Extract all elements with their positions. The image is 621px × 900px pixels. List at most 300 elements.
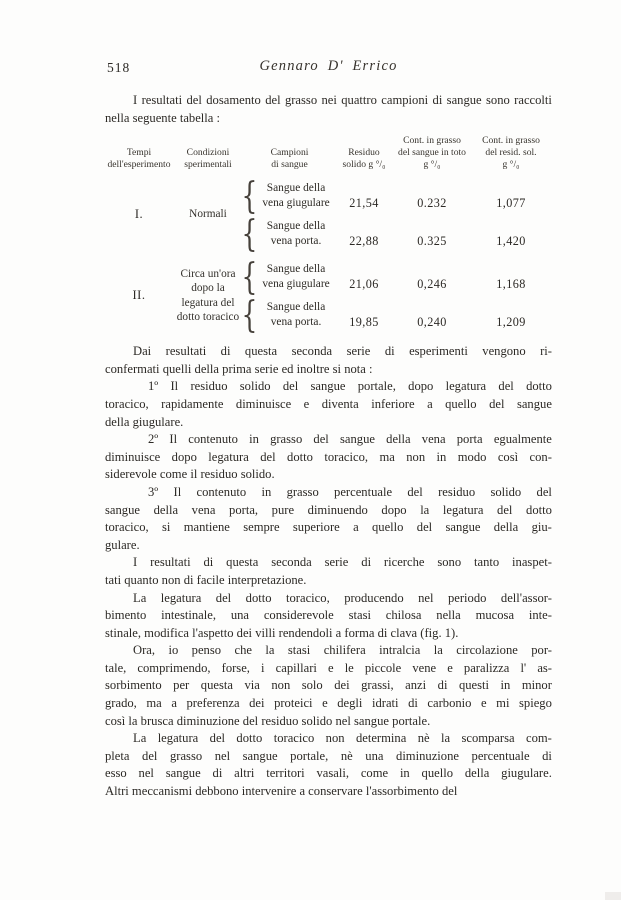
word: percentuale [334, 484, 393, 499]
word: dotto [526, 379, 552, 394]
word: spiego [519, 696, 552, 711]
text-line: nella seguente tabella : [105, 110, 221, 125]
word: percentuale [471, 748, 530, 763]
residuo-value: 22,88 [349, 233, 379, 248]
text-line [105, 765, 552, 783]
word: serie [324, 555, 349, 570]
word: questa [244, 344, 278, 359]
sample-name-line: Sangue della [266, 263, 326, 276]
word: tale, [105, 660, 127, 675]
paragraph [105, 343, 552, 378]
text-line [105, 660, 552, 678]
paragraph [105, 431, 552, 484]
word: nei [321, 93, 337, 107]
text-line: siderevole come il residuo solido. [105, 467, 275, 482]
word: giu- [531, 520, 552, 535]
word: degli [337, 696, 363, 711]
word: sono [437, 555, 462, 570]
word: come [360, 766, 389, 781]
table-body [105, 174, 553, 336]
grasso-resid-value: 1,209 [496, 314, 526, 329]
word: comprimendo, [137, 660, 211, 675]
page-number: 518 [107, 60, 131, 75]
sample-name-line: vena giugulare [262, 196, 330, 209]
word: via [244, 678, 260, 693]
header-line: g °/₀ [423, 159, 441, 171]
grasso-toto-value: 0.325 [417, 233, 447, 248]
text-line: stinale, modifica l'aspetto dei villi rendendoli a forma di clava (fig. 1). [105, 625, 459, 640]
word: questi [458, 678, 490, 693]
text-line [105, 519, 552, 537]
text-line [105, 92, 552, 110]
word: sangue [445, 520, 481, 535]
word: sangue [339, 432, 375, 447]
word: mantiene [183, 520, 230, 535]
brace-icon [241, 293, 258, 336]
word: ricerche [383, 555, 425, 570]
word: chilifera [323, 643, 366, 658]
word: dei [334, 678, 350, 693]
word: porta [456, 432, 483, 447]
condition-line: dotto toracico [176, 311, 240, 324]
sample-name-line: vena porta. [270, 234, 322, 247]
word: toracico, [324, 449, 369, 464]
word: dopo [171, 449, 197, 464]
word: I [133, 93, 138, 107]
sample-name-line: Sangue della [266, 182, 326, 195]
word: quello [371, 520, 404, 535]
word: grado, [105, 696, 137, 711]
brace-icon [241, 255, 258, 298]
word: legatura [445, 379, 487, 394]
word: la [433, 643, 443, 658]
word: ma [146, 696, 162, 711]
word: quello [421, 766, 454, 781]
text-line [105, 554, 552, 572]
word: di [432, 93, 443, 107]
sample-name [256, 181, 336, 210]
samples-cell [241, 255, 553, 336]
word: del [265, 93, 281, 107]
sample-name [256, 219, 336, 248]
word: minor [521, 678, 552, 693]
word: bimento [105, 608, 147, 623]
text-line [105, 343, 552, 361]
word: solo [301, 678, 323, 693]
word: anzi [405, 678, 427, 693]
word: a [171, 696, 177, 711]
word: del [416, 520, 433, 535]
word: intestinale, [161, 608, 217, 623]
word: vena [191, 502, 216, 517]
word: questa [200, 678, 233, 693]
word: e [328, 660, 334, 675]
header-line: Campioni [270, 147, 309, 159]
word: sangue [516, 396, 552, 411]
scan-edge-artifact [605, 892, 621, 900]
word: del [407, 484, 423, 499]
table-group [105, 174, 553, 255]
word: 1º [148, 379, 159, 394]
word: a [353, 520, 359, 535]
word: territori [266, 766, 305, 781]
word: La [133, 731, 147, 746]
word: dopo [408, 379, 434, 394]
text-line [105, 748, 552, 766]
word: di [203, 555, 214, 570]
brace-glyph: { [241, 212, 258, 255]
header-line: solido g °/₀ [342, 159, 386, 171]
word: Il [169, 432, 178, 447]
column-header-campioni [243, 147, 336, 171]
condition-line: Normali [189, 208, 227, 221]
grasso-resid-value: 1,420 [496, 233, 526, 248]
word: non [271, 678, 291, 693]
grasso-toto-value: 0,240 [417, 314, 447, 329]
word: pleta [105, 748, 130, 763]
tempo-cell: I. [134, 207, 144, 222]
word: raccolti [514, 93, 552, 107]
word: toracico, [105, 520, 149, 535]
text-line [105, 484, 552, 502]
header-line: g °/₀ [502, 159, 520, 171]
text-line: così la brusca diminuzione del residuo solido nel sangue portale. [105, 713, 431, 728]
samples-cell [241, 174, 553, 255]
condition-line: legatura del [181, 296, 235, 309]
word: sorbimento [105, 678, 162, 693]
word: dopo [381, 502, 407, 517]
word: non [325, 731, 345, 746]
word: di [542, 748, 552, 763]
word: I [133, 555, 138, 570]
brace-icon [241, 212, 258, 255]
word: del [498, 379, 514, 394]
table-header-row [105, 135, 553, 171]
word: legatura [442, 502, 484, 517]
word: dotto [287, 449, 313, 464]
word: esso [105, 766, 127, 781]
paragraph [105, 642, 552, 730]
word: considerevole [263, 608, 334, 623]
word: vene [412, 660, 437, 675]
results-table [105, 135, 553, 336]
word: diminuendo [307, 502, 368, 517]
word: vengono [482, 344, 526, 359]
word: resultati [165, 344, 207, 359]
word: portale, [357, 379, 396, 394]
paragraph [105, 590, 552, 643]
header-line: del sangue in toto [398, 147, 466, 159]
word: dotto [526, 502, 552, 517]
text-line [105, 449, 552, 467]
word: sangue [165, 766, 201, 781]
word: vena [421, 432, 446, 447]
grasso-toto-value: 0,246 [417, 276, 447, 291]
condition-cell [173, 267, 243, 325]
word: grasso [284, 93, 318, 107]
word: Dai [133, 344, 152, 359]
text-line [105, 607, 552, 625]
header-line: Cont. in grasso [482, 135, 540, 147]
word: egualmente [493, 432, 552, 447]
header-line: dell'esperimento [107, 159, 171, 171]
tempo-cell: II. [132, 288, 146, 303]
word: sangue [105, 502, 140, 517]
word: le [344, 660, 354, 675]
word: del [497, 502, 513, 517]
sample-name-line: Sangue della [266, 220, 326, 233]
brace-glyph: { [241, 293, 258, 336]
word: nel [138, 766, 154, 781]
word: toracico, [105, 396, 149, 411]
brace-glyph: { [241, 174, 258, 217]
word: dei [249, 696, 265, 711]
word: e [322, 696, 328, 711]
word: carbonio [427, 696, 472, 711]
word: di [361, 555, 372, 570]
word: campioni [381, 93, 429, 107]
sample-row [241, 293, 553, 336]
word: di [384, 344, 395, 359]
word: porta, [229, 502, 259, 517]
word: questa [226, 555, 259, 570]
sample-row [241, 255, 553, 298]
word: pure [271, 502, 295, 517]
word: della [386, 432, 411, 447]
grasso-resid-value: 1,168 [496, 276, 526, 291]
word: inaspet- [512, 555, 552, 570]
residuo-value: 21,06 [349, 276, 379, 291]
word: quello [445, 396, 477, 411]
word: della [493, 520, 519, 535]
word: producendo [344, 590, 404, 605]
word: forse, [221, 660, 250, 675]
paragraph [105, 92, 552, 127]
column-header-residuo [336, 147, 392, 171]
word: in [249, 432, 259, 447]
word: l' [520, 660, 527, 675]
sample-name-line: vena porta. [270, 315, 322, 328]
intro-paragraph [105, 92, 552, 127]
header-line: Residuo [348, 147, 380, 159]
column-header-condizioni [173, 147, 243, 171]
column-header-tempi [105, 147, 173, 171]
word: dell'assor- [500, 590, 552, 605]
word: ri- [540, 344, 552, 359]
text-line [105, 642, 552, 660]
paragraph [105, 484, 552, 554]
word: por- [531, 643, 552, 658]
word: modo [457, 449, 487, 464]
column-header-grasso_resid [472, 135, 550, 171]
word: resultati [141, 93, 183, 107]
word: in [500, 678, 511, 693]
word: del [489, 396, 505, 411]
text-line: confermati quelli della prima serie ed inoltre si nota : [105, 361, 373, 376]
word: nella [436, 608, 461, 623]
word: mi [496, 696, 510, 711]
word: del [186, 93, 202, 107]
word: sangue [446, 93, 482, 107]
word: non [406, 449, 426, 464]
word: mucosa [475, 608, 515, 623]
word: con- [529, 449, 552, 464]
word: Il [173, 484, 182, 499]
word: per [173, 678, 190, 693]
word: periodo [447, 590, 487, 605]
word: la [440, 731, 451, 746]
text-line: gulare. [105, 537, 140, 552]
word: stasi [348, 608, 371, 623]
word: in [399, 766, 410, 781]
word: residuo [190, 379, 228, 394]
text-line [105, 502, 552, 520]
word: portale, [290, 748, 329, 763]
text-line: tati quanto non di facile interpretazione. [105, 572, 307, 587]
word: e [481, 696, 487, 711]
word: Il [170, 379, 179, 394]
condition-cell [173, 207, 243, 222]
paragraph [105, 378, 552, 431]
word: in [261, 484, 272, 499]
paragraph [105, 730, 552, 800]
word: così [497, 449, 519, 464]
word: as- [537, 660, 552, 675]
header-line: sperimentali [184, 159, 232, 171]
word: del [260, 449, 276, 464]
word: com- [526, 731, 552, 746]
word: io [168, 643, 179, 658]
header-line: Tempi [126, 147, 152, 159]
word: di [408, 696, 418, 711]
word: diminuisce [105, 449, 161, 464]
condition-line: Circa un'ora [180, 267, 236, 280]
running-header: Gennaro D' Errico [259, 58, 398, 74]
word: nel [214, 748, 231, 763]
word: del [215, 590, 232, 605]
word: contenuto [188, 432, 238, 447]
word: dotto [236, 731, 263, 746]
word: del [282, 379, 299, 394]
word: idrati [371, 696, 399, 711]
word: di [437, 678, 448, 693]
word: la [420, 502, 430, 517]
word: sempre [243, 520, 280, 535]
word: nel [418, 590, 434, 605]
word: seconda [271, 555, 312, 570]
sample-name-line: Sangue della [266, 301, 326, 314]
word: La [133, 590, 147, 605]
word: paralizza [463, 660, 510, 675]
word: sono [486, 93, 510, 107]
word: proteici [274, 696, 313, 711]
residuo-value: 21,54 [349, 195, 379, 210]
word: sangue [242, 748, 278, 763]
word: dotto [245, 590, 272, 605]
word: toracico [273, 731, 315, 746]
word: circolazione [456, 643, 518, 658]
word: contenuto [196, 484, 247, 499]
word: di [220, 344, 231, 359]
word: seconda [291, 344, 333, 359]
sample-name [256, 300, 336, 329]
word: una [230, 608, 250, 623]
word: che [234, 643, 252, 658]
header-line: di sangue [271, 159, 308, 171]
word: solido [490, 484, 522, 499]
word: piccole [364, 660, 402, 675]
text-line: della giugulare. [105, 414, 184, 429]
word: dosamento [206, 93, 261, 107]
word: legatura [157, 731, 199, 746]
grasso-toto-value: 0.232 [417, 195, 447, 210]
word: del [142, 748, 158, 763]
word: penso [191, 643, 222, 658]
text-line [105, 677, 552, 695]
word: tanto [473, 555, 500, 570]
sample-name-line: vena giugulare [262, 277, 330, 290]
word: Ora, [133, 643, 156, 658]
header-line: Cont. in grasso [403, 135, 461, 147]
word: preferenza [186, 696, 240, 711]
word: giugulare. [501, 766, 552, 781]
body-paragraphs [105, 343, 552, 800]
paragraph [105, 554, 552, 589]
word: del [536, 484, 552, 499]
word: 2º [148, 432, 159, 447]
word: sangue [310, 379, 346, 394]
word: inferiore [371, 396, 415, 411]
word: di [212, 766, 223, 781]
word: grassi, [361, 678, 394, 693]
word: toracico, [286, 590, 330, 605]
word: una [365, 748, 384, 763]
word: inte- [528, 608, 552, 623]
word: scomparsa [461, 731, 515, 746]
word: 3º [148, 484, 159, 499]
text-line [105, 378, 552, 396]
word: in [436, 449, 447, 464]
text-line: Altri meccanismi debbono intervenire a conservare l'assorbimento del [105, 784, 458, 799]
word: resultati [150, 555, 191, 570]
word: nè [417, 731, 430, 746]
text-line [105, 730, 552, 748]
word: stasi [287, 643, 311, 658]
text-line [105, 695, 552, 713]
word: ma [379, 449, 395, 464]
word: della [153, 502, 179, 517]
word: la [265, 643, 275, 658]
word: si [162, 520, 171, 535]
table-group [105, 255, 553, 336]
word: grasso [286, 484, 319, 499]
condition-line: dopo la [191, 282, 225, 295]
word: residuo [438, 484, 476, 499]
word: legatura [208, 449, 249, 464]
word: rapidamente [161, 396, 224, 411]
word: della [464, 766, 490, 781]
word: del [313, 432, 329, 447]
sample-row [241, 174, 553, 217]
residuo-value: 19,85 [349, 314, 379, 329]
word: e [303, 396, 310, 411]
word: diminuisce [235, 396, 292, 411]
word: i [261, 660, 265, 675]
brace-glyph: { [241, 255, 258, 298]
word: vasali, [316, 766, 350, 781]
word: diminuzione [396, 748, 459, 763]
sample-name [256, 262, 336, 291]
